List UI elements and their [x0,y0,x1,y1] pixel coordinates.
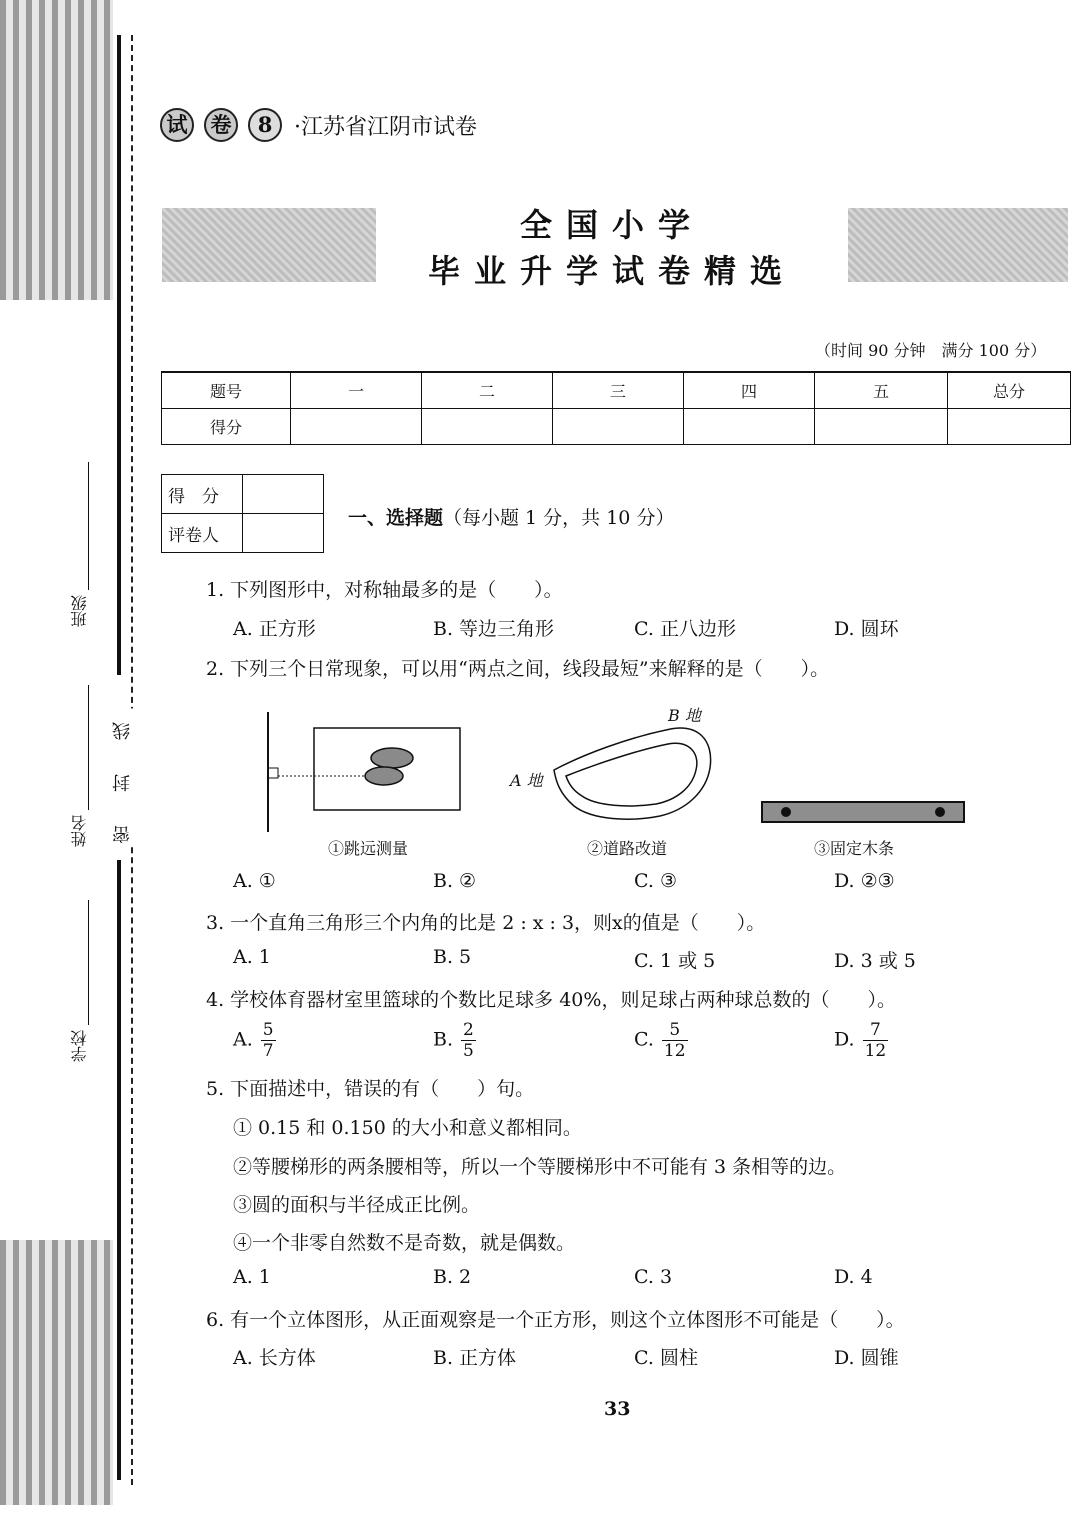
name-label: 姓名 [70,815,89,847]
q5-option-b[interactable]: B. 2 [433,1266,472,1288]
binding-line-bottom [117,860,121,1480]
score-blank-cell[interactable] [291,409,422,445]
q4-option-b-fraction [461,1020,476,1061]
grader-box [161,474,324,553]
score-table-row-label: 得分 [162,409,291,445]
grader-score-label: 得 分 [162,475,243,514]
banner-title-line1: 全国小学 [519,206,704,244]
q1-option-d[interactable]: D. 圆环 [834,618,899,640]
page-number: 33 [604,1398,631,1420]
q4-option-b-letter: B. [433,1028,454,1051]
q1-option-c[interactable]: C. 正八边形 [634,618,736,640]
score-table-cell: 四 [684,372,815,409]
score-table-cell: 二 [422,372,553,409]
question-1-stem: 1. 下列图形中，对称轴最多的是（ ）。 [206,579,563,601]
banner-decor-right [848,208,1068,282]
q5-statement-1: ① 0.15 和 0.150 的大小和意义都相同。 [233,1117,582,1139]
figure-2-label-a: A 地 [510,771,543,790]
header-circle-3: 8 [248,108,282,142]
exam-info: （时间 90 分钟 满分 100 分） [815,341,1047,360]
fraction-denominator: 5 [463,1041,474,1061]
q6-option-a[interactable]: A. 长方体 [233,1347,316,1369]
score-table-cell: 题号 [162,372,291,409]
q3-option-c[interactable]: C. 1 或 5 [634,950,716,972]
section-1-heading [348,503,674,530]
q4-option-a[interactable] [233,1020,276,1061]
score-blank-cell[interactable] [815,409,948,445]
score-table-cell: 五 [815,372,948,409]
q4-option-a-fraction [261,1020,276,1061]
fraction-numerator: 2 [463,1020,474,1040]
q5-statement-3: ③圆的面积与半径成正比例。 [233,1194,481,1216]
score-table-cell: 一 [291,372,422,409]
q4-option-c-fraction [662,1020,688,1061]
score-blank-cell[interactable] [684,409,815,445]
q2-option-b[interactable]: B. ② [433,870,477,892]
q4-option-c[interactable] [634,1020,688,1061]
q1-option-b[interactable]: B. 等边三角形 [433,618,555,640]
figure-2-caption: ②道路改道 [587,839,668,858]
class-label: 班级 [70,595,89,627]
question-6-stem: 6. 有一个立体图形，从正面观察是一个正方形，则这个立体图形不可能是（ ）。 [206,1309,905,1331]
header-circle-1: 试 [160,108,194,142]
q6-option-d[interactable]: D. 圆锥 [834,1347,899,1369]
score-table-cell: 总分 [948,372,1071,409]
figure-long-jump [262,710,467,836]
school-blank-line [88,900,89,1025]
fraction-numerator: 5 [662,1020,688,1041]
name-blank-line [88,685,89,810]
q2-option-a[interactable]: A. ① [233,870,276,892]
header-circle-2: 卷 [204,108,238,142]
school-label: 学校 [70,1030,89,1062]
q4-option-a-letter: A. [233,1028,253,1051]
q4-option-d-letter: D. [834,1028,855,1051]
grader-score-blank[interactable] [243,475,324,514]
figure-wooden-strip [760,800,966,826]
q5-option-d[interactable]: D. 4 [834,1266,873,1288]
figure-3-caption: ③固定木条 [814,839,895,858]
score-blank-cell[interactable] [948,409,1071,445]
grader-name-label: 评卷人 [162,514,243,553]
q6-option-b[interactable]: B. 正方体 [433,1347,517,1369]
section-1-title: 一、选择题 [348,507,444,529]
q5-option-c[interactable]: C. 3 [634,1266,673,1288]
binding-line-top [117,35,121,675]
question-5-stem: 5. 下面描述中，错误的有（ ）句。 [206,1078,535,1100]
q5-statement-4: ④一个非零自然数不是奇数，就是偶数。 [233,1232,576,1254]
fraction-denominator: 12 [864,1041,887,1061]
score-blank-cell[interactable] [553,409,684,445]
q4-option-d-fraction [863,1020,889,1061]
figure-road-detour [548,718,718,826]
score-table [161,371,1071,445]
q4-option-b[interactable] [433,1020,476,1061]
q3-option-a[interactable]: A. 1 [233,946,271,968]
banner-decor-left [162,208,376,282]
fraction-denominator: 7 [262,1041,274,1061]
fraction-denominator: 12 [663,1041,686,1061]
fraction-numerator: 7 [863,1020,889,1041]
score-table-cell: 三 [553,372,684,409]
q5-statement-2: ②等腰梯形的两条腰相等，所以一个等腰梯形中不可能有 3 条相等的边。 [233,1156,847,1178]
q3-option-b[interactable]: B. 5 [433,946,472,968]
figure-2-label-b: B 地 [668,706,701,725]
banner-title-line2: 毕业升学试卷精选 [427,252,796,290]
class-blank-line [88,462,89,590]
q1-option-a[interactable]: A. 正方形 [233,618,316,640]
q3-option-d[interactable]: D. 3 或 5 [834,950,916,972]
section-1-note: （每小题 1 分，共 10 分） [443,507,675,529]
q2-option-d[interactable]: D. ②③ [834,870,895,892]
q6-option-c[interactable]: C. 圆柱 [634,1347,698,1369]
question-2-stem: 2. 下列三个日常现象，可以用“两点之间，线段最短”来解释的是（ ）。 [206,658,830,680]
fraction-numerator: 5 [262,1020,274,1040]
score-table-header-row [162,372,1071,409]
q5-option-a[interactable]: A. 1 [233,1266,271,1288]
q4-option-d[interactable] [834,1020,888,1061]
margin-stripes-top [0,0,113,300]
q4-option-c-letter: C. [634,1028,654,1051]
score-table-score-row [162,409,1071,445]
q2-option-c[interactable]: C. ③ [634,870,677,892]
grader-name-blank[interactable] [243,514,324,553]
seal-text: 密 封 线 [110,708,136,843]
question-4-stem: 4. 学校体育器材室里篮球的个数比足球多 40%，则足球占两种球总数的（ ）。 [206,989,896,1011]
margin-stripes-bottom [0,1240,113,1505]
question-3-stem: 3. 一个直角三角形三个内角的比是 2 : x : 3，则x的值是（ ）。 [206,912,766,934]
header-source: ·江苏省江阴市试卷 [294,115,477,140]
figure-1-caption: ①跳远测量 [328,839,409,858]
score-blank-cell[interactable] [422,409,553,445]
